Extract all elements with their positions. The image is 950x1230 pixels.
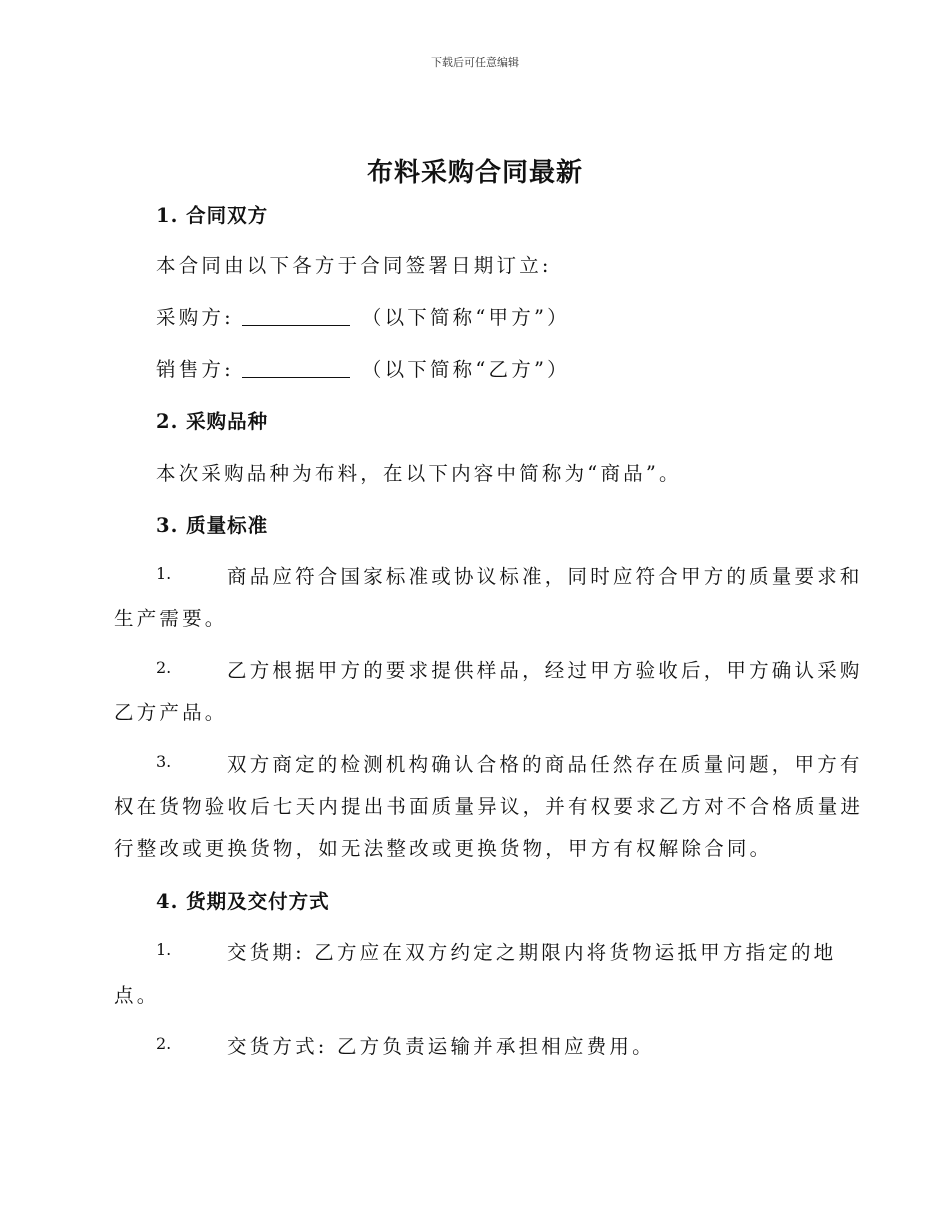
- paragraph-line: 交货期: 乙方应在双方约定之期限内将货物运抵甲方指定的地: [227, 941, 837, 964]
- buyer-line: [156, 302, 570, 330]
- paragraph-line: 双方商定的检测机构确认合格的商品任然存在质量问题，甲方有: [227, 753, 863, 776]
- item-number: 1.: [156, 940, 172, 959]
- seller-line: [156, 354, 570, 382]
- paragraph-line: 行整改或更换货物，如无法整改或更换货物，甲方有权解除合同。: [114, 837, 773, 860]
- seller-label: 销售方:: [156, 358, 234, 381]
- seller-suffix: （以下简称“乙方”）: [361, 358, 570, 381]
- section-3-heading: 3. 质量标准: [156, 514, 269, 537]
- buyer-suffix: （以下简称“甲方”）: [361, 306, 570, 329]
- document-title: 布料采购合同最新: [366, 158, 583, 188]
- section-4-heading: 4. 货期及交付方式: [156, 890, 330, 913]
- page-header-note: 下载后可任意编辑: [431, 56, 519, 69]
- item-number: 3.: [156, 752, 172, 771]
- paragraph-line: 点。: [114, 984, 160, 1007]
- item-number: 1.: [156, 564, 172, 583]
- paragraph-line: 商品应符合国家标准或协议标准，同时应符合甲方的质量要求和: [227, 565, 863, 588]
- paragraph-line: 交货方式: 乙方负责运输并承担相应费用。: [227, 1035, 655, 1058]
- paragraph-line: 乙方产品。: [114, 701, 228, 724]
- item-number: 2.: [156, 1034, 172, 1053]
- section-2-heading: 2. 采购品种: [156, 410, 269, 433]
- paragraph-line: 生产需要。: [114, 607, 228, 630]
- section-1-intro: 本合同由以下各方于合同签署日期订立:: [156, 254, 552, 277]
- section-1-heading: 1. 合同双方: [156, 204, 269, 227]
- item-number: 2.: [156, 658, 172, 677]
- buyer-name-blank: [242, 307, 350, 326]
- section-2-text: 本次采购品种为布料，在以下内容中简称为“商品”。: [156, 462, 682, 485]
- paragraph-line: 乙方根据甲方的要求提供样品，经过甲方验收后，甲方确认采购: [227, 659, 863, 682]
- seller-name-blank: [242, 359, 350, 378]
- buyer-label: 采购方:: [156, 306, 234, 329]
- paragraph-line: 权在货物验收后七天内提出书面质量异议，并有权要求乙方对不合格质量进: [114, 795, 864, 818]
